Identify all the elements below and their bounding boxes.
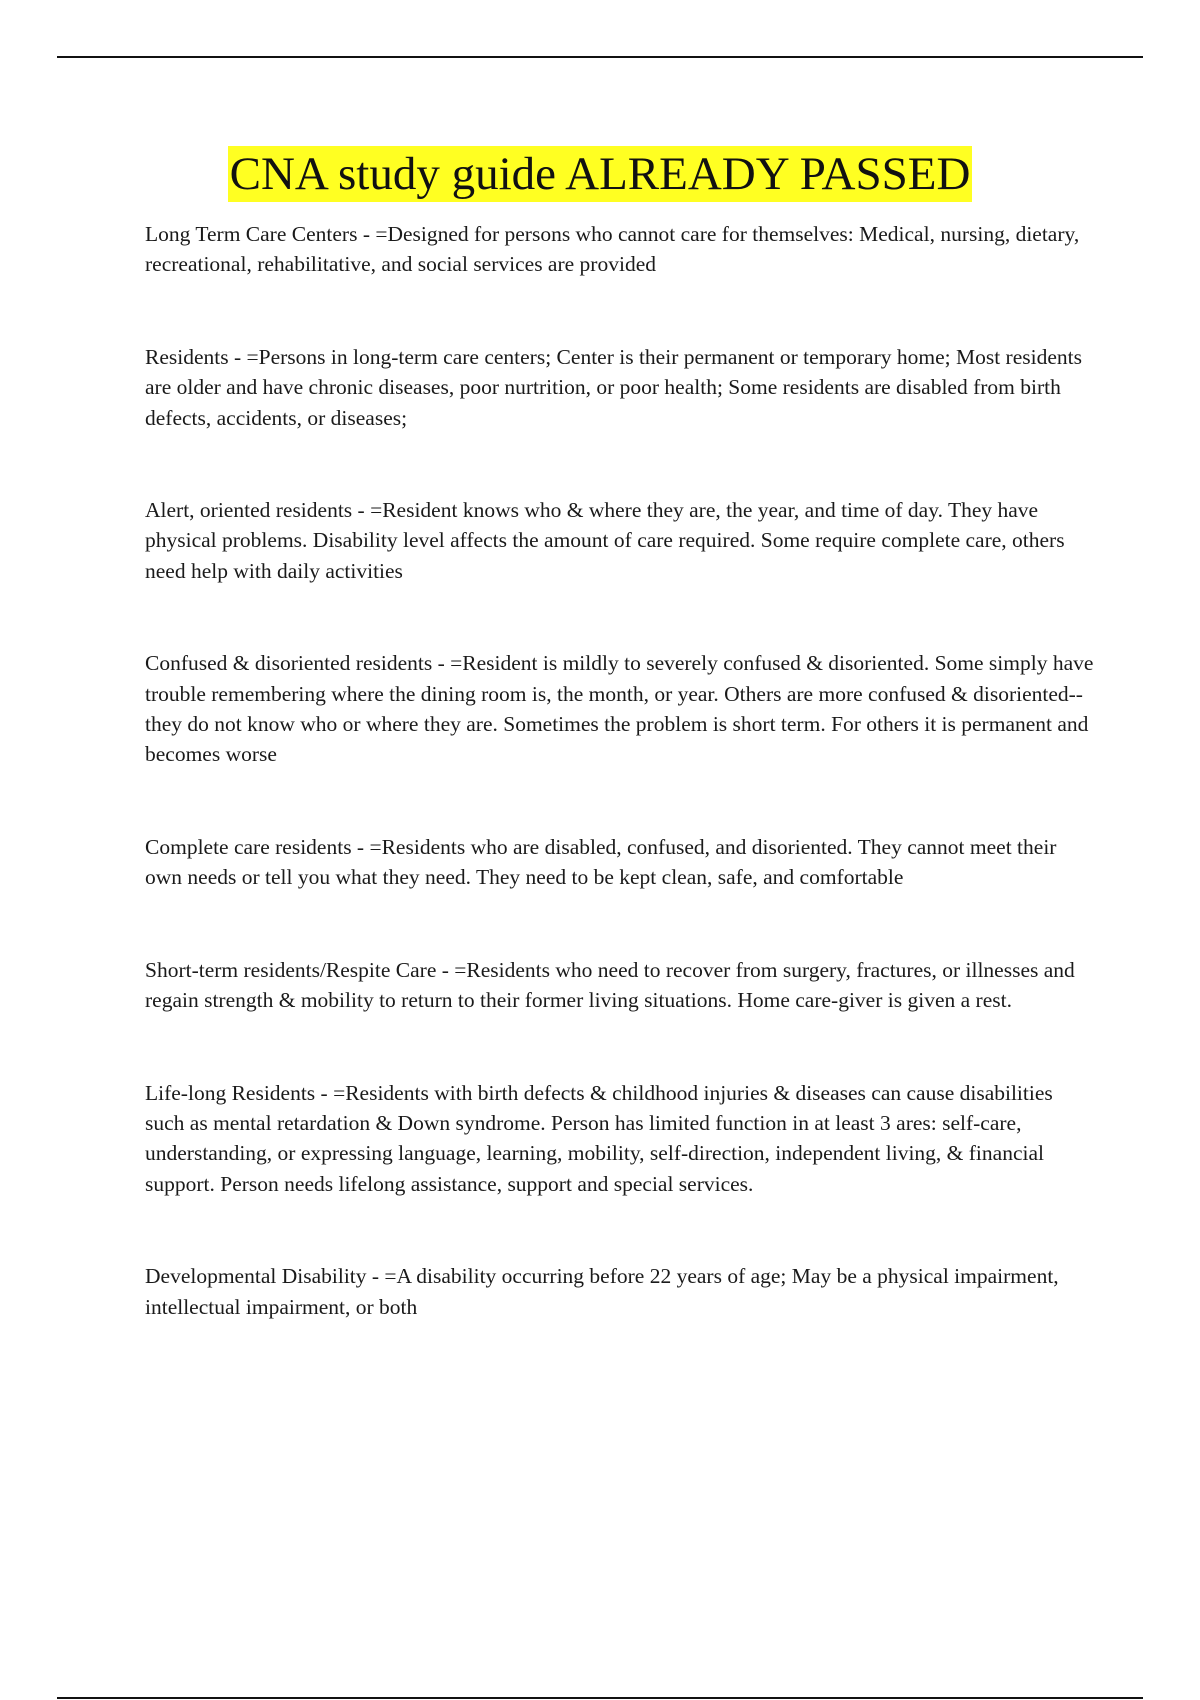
entry-short-term-residents: Short-term residents/Respite Care - =Residents who need to recover from surgery, fractures, or illnesses and regain strength & mobility to return to their former living situations. Home care-giver is given a rest. (145, 957, 1075, 1013)
document-title: CNA study guide ALREADY PASSED (229, 148, 971, 200)
study-guide-content (145, 219, 1095, 1322)
entry-developmental-disability: Developmental Disability - =A disability occurring before 22 years of age; May be a physical impairment, intellectual impairment, or both (145, 1264, 1059, 1319)
entry-long-term-care-centers: Long Term Care Centers - =Designed for persons who cannot care for themselves: Medical, nursing, dietary, recreational, rehabilitative, and social services are provided (145, 222, 1080, 277)
title-container (0, 146, 1200, 202)
entry-residents: Residents - =Persons in long-term care centers; Center is their permanent or temporary home; Most residents are older and have chronic diseases, poor nurtrition, or poor health; Some residents are disabled from birth defects, accidents, or diseases; (145, 344, 1082, 430)
entry-alert-oriented-residents: Alert, oriented residents - =Resident knows who & where they are, the year, and time of day. They have physical problems. Disability level affects the amount of care required. Some require complete care, others need help with daily activities (145, 498, 1065, 583)
entry-confused-disoriented-residents: Confused & disoriented residents - =Resident is mildly to severely confused & disoriented. Some simply have trouble remembering where the dining room is, the month, or year. Others are more confused & disoriented--they do not know who or where they are. Sometimes the problem is short term. For others it is permanent and becomes worse (145, 651, 1094, 767)
entry-complete-care-residents: Complete care residents - =Residents who are disabled, confused, and disoriented. They cannot meet their own needs or tell you what they need. They need to be kept clean, safe, and comfortable (145, 834, 1057, 890)
top-divider (57, 56, 1143, 58)
bottom-divider (57, 1697, 1143, 1699)
entry-life-long-residents: Life-long Residents - =Residents with birth defects & childhood injuries & diseases can cause disabilities such as mental retardation & Down syndrome. Person has limited function in at least 3 ares: self-care, understanding, or expressing language, learning, mobility, self-direction, independent living, & financial support. Person needs lifelong assistance, support and special services. (145, 1080, 1053, 1196)
